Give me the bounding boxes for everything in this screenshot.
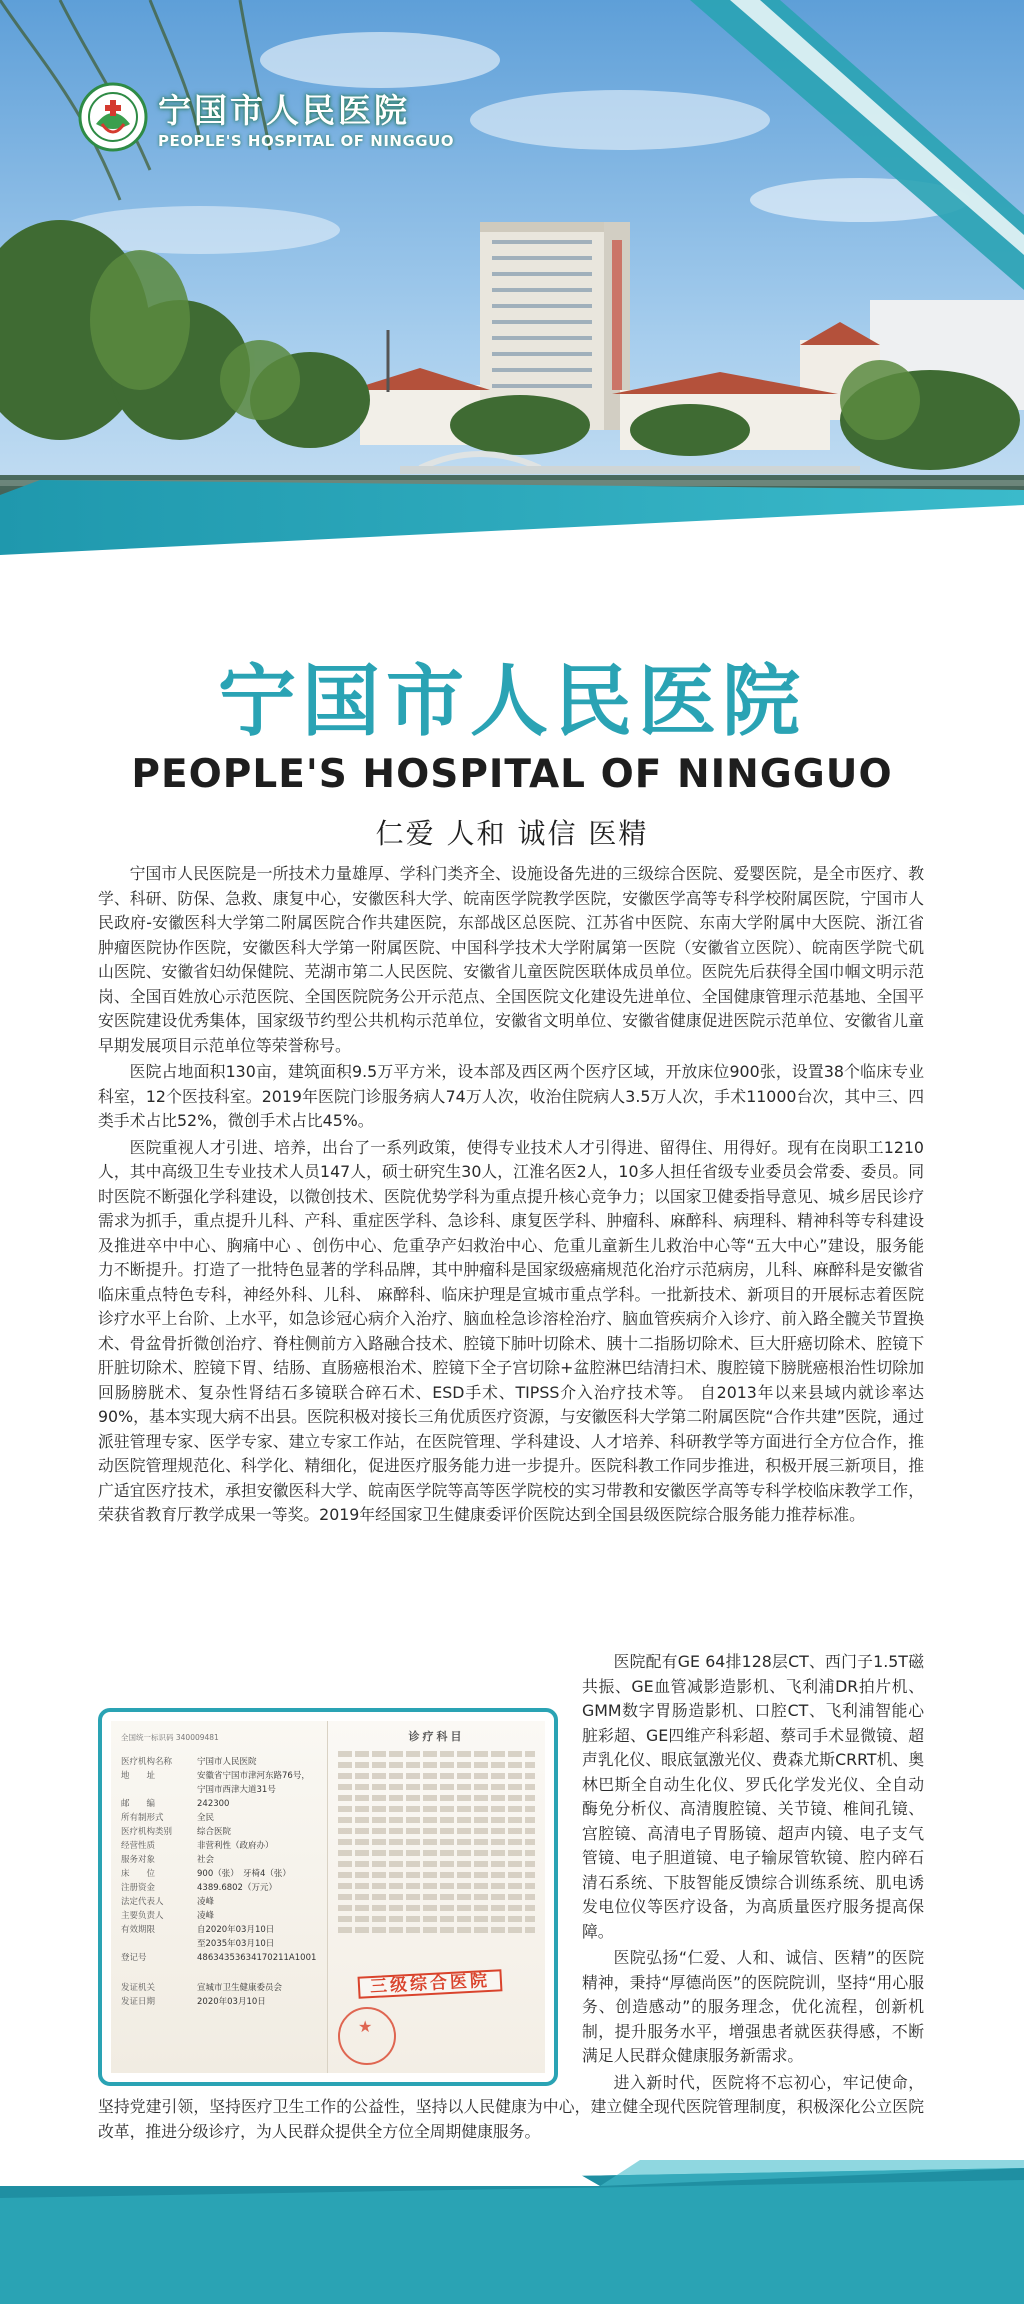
license-left-page [111, 1721, 328, 2073]
license-label: 地 址 [121, 1771, 156, 1781]
license-row [121, 1895, 317, 1909]
license-text-line [338, 1861, 535, 1867]
license-row [121, 1755, 317, 1769]
license-label: 经营性质 [121, 1841, 156, 1851]
license-row [121, 1909, 317, 1923]
license-text-line [338, 1817, 535, 1823]
license-row [121, 1951, 317, 1965]
page-title-en: PEOPLE'S HOSPITAL OF NINGGUO [131, 752, 893, 797]
page-title-cn: 宁国市人民医院 [217, 657, 806, 747]
license-value: 242300 [197, 1799, 230, 1809]
license-text-line [338, 1773, 535, 1779]
license-photo-frame [98, 1708, 558, 2086]
license-row [121, 1923, 317, 1937]
license-value: 社会 [197, 1855, 215, 1865]
license-label [121, 1937, 197, 1951]
license-value: 4389.6802（万元） [197, 1883, 277, 1893]
logo-text [158, 85, 454, 150]
license-text-line [338, 1839, 535, 1845]
license-label: 医疗机构名称 [121, 1757, 173, 1767]
intro-text [98, 862, 924, 1530]
license-value: 宣城市卫生健康委员会 [197, 1983, 283, 1993]
license-label: 主要负责人 [121, 1911, 164, 1921]
license-row [121, 1839, 317, 1853]
license-row [121, 1769, 317, 1797]
license-row [121, 1937, 317, 1951]
license-row [121, 1825, 317, 1839]
license-value: 宁国市人民医院 [197, 1757, 257, 1767]
hospital-logo [78, 82, 454, 152]
footer-band [0, 2140, 1024, 2304]
license-label: 医疗机构类别 [121, 1827, 173, 1837]
license-text-line [338, 1872, 535, 1878]
license-row [121, 1797, 317, 1811]
license-row [121, 1867, 317, 1881]
license-value: 至2035年03月10日 [197, 1939, 275, 1949]
license-text-line [338, 1916, 535, 1922]
lower-section [98, 1650, 924, 2146]
license-label: 服务对象 [121, 1855, 156, 1865]
license-label: 法定代表人 [121, 1897, 164, 1907]
license-label: 床 位 [121, 1869, 156, 1879]
license-value: 900（张） 牙椅4（张） [197, 1869, 291, 1879]
future-paragraph: 进入新时代，医院将不忘初心，牢记使命，坚持党建引领，坚持医疗卫生工作的公益性，坚持以人民健康为中心，建立健全现代医院管理制度，积极深化公立医院改革，推进分级诊疗，为人民群众提供全方位全周期健康服务。 [98, 2072, 924, 2141]
scale-paragraph: 医院占地面积130亩，建筑面积9.5万平方米，设本部及西区两个医疗区域，开放床位900张，设置38个临床专业科室，12个医技科室。2019年医院门诊服务病人74万人次，收治住院病人3.5万人次，手术11000台次，其中三、四类手术占比52%，微创手术占比45%。 [98, 1062, 924, 1130]
medical-license [111, 1721, 545, 2073]
license-label: 发证机关 [121, 1983, 156, 1993]
spirit-paragraph: 医院弘扬“仁爱、人和、诚信、医精”的医院精神，秉持“厚德尚医”的医院院训，坚持“用心服务、创造感动”的服务理念，优化流程，创新机制，提升服务水平，增强患者就医获得感，不断满足人民群众健康服务新需求。 [582, 1948, 924, 2065]
license-text-line [338, 1850, 535, 1856]
equipment-paragraph: 医院配有GE 64排128层CT、西门子1.5T磁共振、GE血管减影造影机、飞利浦DR拍片机、GMM数字胃肠造影机、口腔CT、飞利浦智能心脏彩超、GE四维产科彩超、蔡司手术显微镜、超声乳化仪、眼底氩激光仪、费森尤斯CRRT机、奥林巴斯全自动生化仪、罗氏化学发光仪、全自动酶免分析仪、高清腹腔镜、关节镜、椎间孔镜、宫腔镜、高清电子胃肠镜、超声内镜、电子支气管镜、电子胆道镜、电子输尿管软镜、腔内碎石清石系统、下肢智能反馈综合训练系统、肌电诱发电位仪等医疗设备，为高质量医疗服务提高保障。 [582, 1652, 924, 1941]
license-text-line [338, 1795, 535, 1801]
license-text-line [338, 1828, 535, 1834]
license-label: 邮 编 [121, 1799, 156, 1809]
license-value: 自2020年03月10日 [197, 1925, 275, 1935]
license-code: 全国统一标识码 340009481 [121, 1733, 219, 1742]
license-row [121, 1995, 317, 2009]
license-text-line [338, 1762, 535, 1768]
hospital-emblem-icon [78, 82, 148, 152]
license-label: 有效期限 [121, 1925, 156, 1935]
license-label: 注册资金 [121, 1883, 156, 1893]
license-subjects-heading: 诊疗科目 [408, 1730, 465, 1743]
license-value: 全民 [197, 1813, 215, 1823]
license-right-page [328, 1721, 545, 2073]
license-text-line [338, 1751, 535, 1757]
logo-name-cn: 宁国市人民医院 [158, 90, 410, 130]
grade-stamp: 三级综合医院 [358, 1969, 503, 1999]
license-value: 综合医院 [197, 1827, 232, 1837]
license-row [121, 1853, 317, 1867]
license-label: 发证日期 [121, 1997, 156, 2007]
license-text-line [338, 1806, 535, 1812]
logo-name-en: PEOPLE'S HOSPITAL OF NINGGUO [158, 131, 455, 150]
license-value: 凌峰 [197, 1911, 215, 1921]
license-label: 所有制形式 [121, 1813, 164, 1823]
talent-paragraph: 医院重视人才引进、培养，出台了一系列政策，使得专业技术人才引得进、留得住、用得好。现有在岗职工1210人，其中高级卫生专业技术人员147人，硕士研究生30人，江淮名医2人，10多人担任省级专业委员会常委、委员。同时医院不断强化学科建设，以微创技术、医院优势学科为重点提升核心竞争力；以国家卫健委指导意见、城乡居民诊疗需求为抓手，重点提升儿科、产科、重症医学科、急诊科、康复医学科、肿瘤科、麻醉科、病理科、精神科等专科建设及推进卒中中心、胸痛中心 、创伤中心、危重孕产妇救治中心、危重儿童新生儿救治中心等“五大中心”建设，服务能力不断提升。打造了一批特色显著的学科品牌，其中肿瘤科是国家级癌痛规范化治疗示范病房，儿科、麻醉科是安徽省临床重点特色专科，神经外科、儿科、 麻醉科、临床护理是宣城市重点学科。一批新技术、新项目的开展标志着医院诊疗水平上台阶、上水平，如急诊冠心病介入治疗、脑血栓急诊溶栓治疗、脑血管疾病介入诊疗、前入路全髋关节置换术、骨盆骨折微创治疗、脊柱侧前方入路融合技术、腔镜下肺叶切除术、胰十二指肠切除术、巨大肝癌切除术、腔镜下肝脏切除术、腔镜下胃、结肠、直肠癌根治术、腔镜下全子宫切除+盆腔淋巴结清扫术、腹腔镜下膀胱癌根治性切除加回肠膀胱术、复杂性肾结石多镜联合碎石术、ESD手术、TIPSS介入治疗技术等。 自2013年以来县域内就诊率达90%，基本实现大病不出县。医院积极对接长三角优质医疗资源，与安徽医科大学第二附属医院“合作共建”医院，通过派驻管理专家、医学专家、建立专家工作站，在医院管理、学科建设、人才培养、科研教学等方面进行全方位合作，推动医院管理规范化、科学化、精细化，促进医疗服务能力进一步提升。医院科教工作同步推进，积极开展三新项目，推广适宜医疗技术，承担安徽医科大学、皖南医学院等高等医学院校的实习带教和安徽医学高等专科学校临床教学工作，荣获省教育厅教学成果一等奖。2019年经国家卫生健康委评价医院达到全国县级医院综合服务能力推荐标准。 [98, 1137, 924, 1524]
hospital-motto: 仁爱 人和 诚信 医精 [375, 817, 649, 850]
license-row [121, 1881, 317, 1895]
license-text-line [338, 1894, 535, 1900]
license-text-line [338, 1905, 535, 1911]
license-value: 48634353634170211A1001 [197, 1953, 317, 1963]
license-row [121, 1981, 317, 1995]
license-row [121, 1811, 317, 1825]
license-value: 安徽省宁国市津河东路76号，宁国市西津大道31号 [197, 1771, 310, 1795]
license-label: 登记号 [121, 1953, 147, 1963]
license-text-line [338, 1927, 535, 1933]
license-text-line [338, 1883, 535, 1889]
intro-paragraph: 宁国市人民医院是一所技术力量雄厚、学科门类齐全、设施设备先进的三级综合医院、爱婴医院，是全市医疗、教学、科研、防保、急救、康复中心，安徽医科大学、皖南医学院教学医院，安徽医学高等专科学校附属医院，宁国市人民政府-安徽医科大学第二附属医院合作共建医院，东部战区总医院、江苏省中医院、东南大学附属中大医院、浙江省肿瘤医院协作医院，安徽医科大学第一附属医院、中国科学技术大学附属第一医院（安徽省立医院）、皖南医学院弋矶山医院、安徽省妇幼保健院、芜湖市第二人民医院、安徽省儿童医院医联体成员单位。医院先后获得全国巾帼文明示范岗、全国百姓放心示范医院、全国医院院务公开示范点、全国医院文化建设先进单位、全国健康管理示范基地、全国平安医院建设优秀集体，国家级节约型公共机构示范单位，安徽省文明单位、安徽省健康促进医院示范单位、安徽省儿童早期发展项目示范单位等荣誉称号。 [98, 864, 924, 1055]
license-value: 凌峰 [197, 1897, 215, 1907]
license-value: 2020年03月10日 [197, 1997, 266, 2007]
official-seal-icon: ★ [338, 2007, 396, 2065]
license-text-line [338, 1784, 535, 1790]
license-value: 非营利性（政府办） [197, 1841, 274, 1851]
